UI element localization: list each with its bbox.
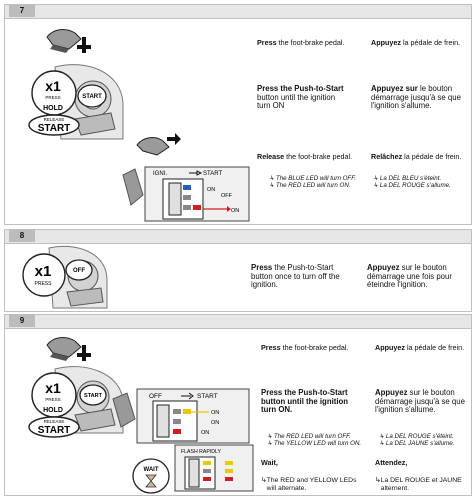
start-button-icon	[77, 83, 107, 109]
badge-x1: x1	[45, 78, 61, 94]
step9-press-brake-en: Press the foot-brake pedal.	[261, 343, 349, 352]
flash-led-diagram	[175, 445, 255, 493]
start-button-icon	[79, 383, 107, 407]
wait-label: WAIT	[143, 467, 159, 473]
step7-led-fr: ↳ La DEL BLEU s'éteint. ↳ La DEL ROUGE s'allume.	[373, 175, 451, 189]
badge-x1: x1	[34, 263, 52, 280]
badge-start: START	[37, 425, 71, 436]
module-led-diagram	[123, 165, 253, 223]
step9-push-en: Press the Push-to-Start button until the ignition turn ON.	[261, 388, 349, 414]
step7-push-start-en: Press the Push-to-Start button until the ignition turn ON	[257, 84, 344, 110]
wait-hourglass-icon	[131, 457, 171, 495]
module-led-diagram	[113, 387, 253, 445]
step7-led-en: ↳ The BLUE LED will turn OFF. ↳ The RED LED will turn ON.	[269, 175, 356, 189]
press-hold-badge	[27, 371, 81, 437]
step-9-section	[4, 314, 472, 496]
step-8-header	[5, 230, 471, 244]
led-on-label-1: ON	[211, 410, 220, 416]
foot-brake-icon	[39, 23, 95, 59]
led-on-label-3: ON	[201, 430, 210, 436]
step9-press-brake-fr: Appuyez la pédale de frein.	[375, 343, 465, 352]
badge-hold: HOLD	[43, 105, 63, 112]
step9-alternate-en: ↳The RED and YELLOW LEDs will alternate.	[261, 477, 357, 492]
off-button-label: OFF	[73, 268, 85, 274]
badge-press: PRESS	[45, 95, 61, 100]
step7-push-start-fr: Appuyez sur le bouton démarrage jusqu'à se que l'ignition s'allume.	[371, 84, 461, 110]
step9-led-en: ↳ The RED LED will turn OFF. ↳ The YELLOW LED will turn ON.	[267, 433, 362, 447]
led-on-label-2: ON	[231, 208, 240, 214]
igni-label: IGNI.	[153, 171, 168, 177]
step9-led-fr: ↳ La DEL ROUGE s'éteint. ↳ La DEL JAUNE s'allume.	[379, 433, 455, 447]
step-number: 8	[9, 230, 35, 242]
led-on-label: ON	[207, 187, 216, 193]
badge-hold: HOLD	[43, 407, 63, 414]
start-label: START	[197, 393, 218, 400]
step-9-header	[5, 315, 471, 329]
step-number: 7	[9, 5, 35, 17]
step7-press-brake-en: Press the foot-brake pedal.	[257, 38, 345, 47]
step-7-section	[4, 4, 472, 225]
step7-release-fr: Relâchez la pédale de frein.	[371, 152, 462, 161]
badge-x1: x1	[45, 380, 61, 396]
start-button-label: START	[84, 393, 102, 399]
led-off-label: OFF	[221, 193, 232, 199]
start-button-label: START	[82, 94, 102, 100]
press-hold-badge	[27, 69, 81, 135]
step8-push-fr: Appuyez sur le bouton démarrage une fois pour éteindre l'ignition.	[367, 263, 452, 290]
step9-alternate-fr: ↳La DEL ROUGE et JAUNE alternent.	[375, 477, 462, 492]
badge-start: START	[37, 123, 71, 134]
foot-brake-icon	[39, 331, 95, 367]
start-label: START	[203, 171, 223, 177]
step-8-section	[4, 229, 472, 312]
badge-release: RELEASE	[43, 419, 65, 424]
badge-release: RELEASE	[43, 117, 65, 122]
off-button-icon	[65, 258, 93, 282]
step9-push-fr: Appuyez sur le bouton démarrage jusqu'à se que l'ignition s'allume.	[375, 388, 465, 414]
step-7-header	[5, 5, 471, 19]
step7-press-brake-fr: Appuyez la pédale de frein.	[371, 38, 461, 47]
led-on-label-2: ON	[211, 420, 220, 426]
flash-label: FLASH RAPIDLY	[181, 449, 221, 455]
step7-release-en: Release the foot-brake pedal.	[257, 152, 353, 161]
press-badge	[21, 252, 67, 298]
step-number: 9	[9, 315, 35, 327]
step9-wait-en: Wait,	[261, 458, 278, 467]
foot-release-icon	[131, 131, 181, 163]
off-label: OFF	[149, 393, 162, 400]
step9-wait-fr: Attendez,	[375, 458, 408, 467]
badge-press: PRESS	[45, 397, 61, 402]
step8-push-en: Press the Push-to-Start button once to turn off the ignition.	[251, 263, 340, 290]
badge-press: PRESS	[34, 281, 52, 287]
